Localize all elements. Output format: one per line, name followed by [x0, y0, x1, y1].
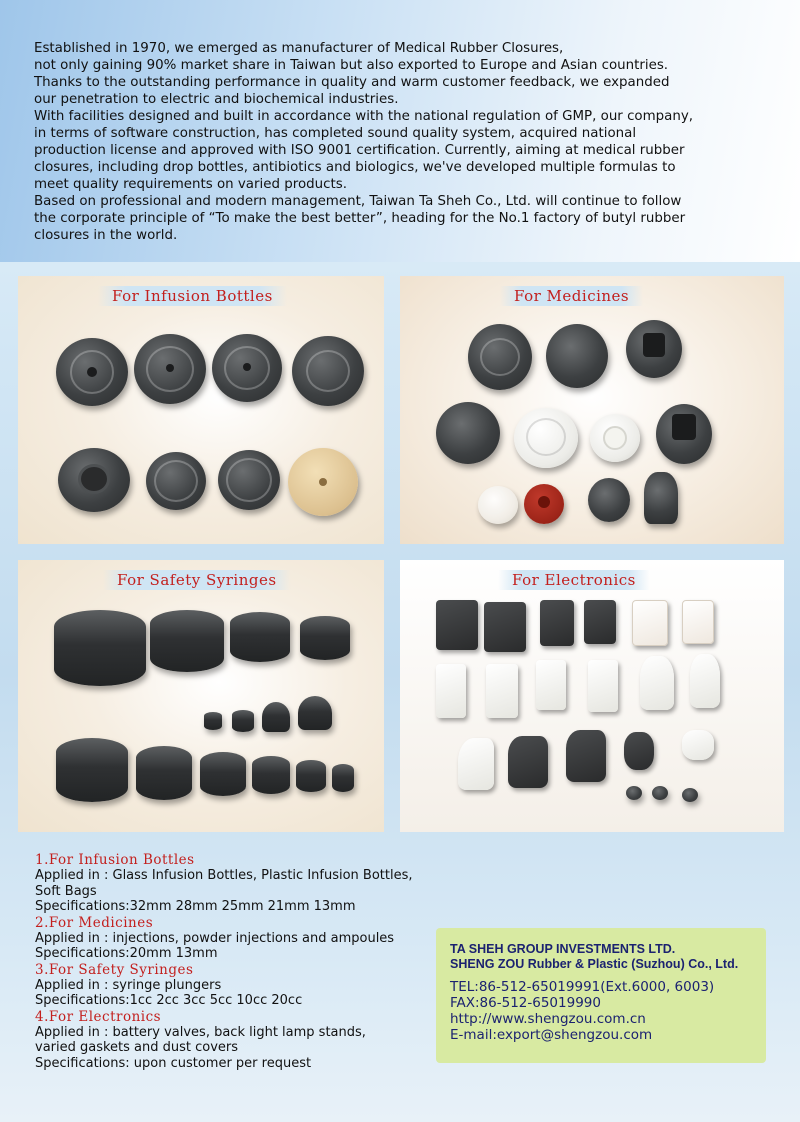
company-name: TA SHEH GROUP INVESTMENTS LTD. [450, 942, 676, 956]
infusion-stopper-image [288, 448, 358, 516]
electronic-part-image [458, 738, 494, 790]
medicine-stopper-image [436, 402, 500, 464]
telephone: TEL:86-512-65019991(Ext.6000, 6003) [450, 979, 715, 995]
electronic-part-image [632, 600, 668, 646]
infusion-stopper-image [56, 338, 128, 406]
medicine-stopper-image [590, 414, 640, 462]
application-heading: 1.For Infusion Bottles [35, 852, 195, 868]
email-link[interactable]: E-mail:export@shengzou.com [450, 1027, 653, 1043]
electronic-part-image [682, 730, 714, 760]
electronic-part-image [540, 600, 574, 646]
syringe-plunger-image [150, 610, 224, 672]
intro-line: not only gaining 90% market share in Taiwan but also exported to Europe and Asian countries. [34, 58, 669, 73]
intro-paragraph [34, 40, 764, 244]
syringe-plunger-image [252, 756, 290, 794]
electronic-part-image [484, 602, 526, 652]
application-line: Specifications:1cc 2cc 3cc 5cc 10cc 20cc [35, 993, 303, 1008]
medicine-stopper-image [644, 472, 678, 524]
safety-syringes-panel [18, 560, 384, 832]
application-line: Specifications:20mm 13mm [35, 946, 218, 961]
medicine-stopper-image [656, 404, 712, 464]
medicines-panel [400, 276, 784, 544]
application-line: Applied in : battery valves, back light lamp stands, [35, 1024, 366, 1040]
syringe-plunger-image [200, 752, 246, 796]
syringe-plunger-image [296, 760, 326, 792]
medicine-stopper-image [524, 484, 564, 524]
intro-line: With facilities designed and built in accordance with the national regulation of GMP, our company, [34, 109, 694, 124]
syringe-plunger-image [56, 738, 128, 802]
fax: FAX:86-512-65019990 [450, 995, 601, 1011]
intro-section [0, 0, 800, 262]
intro-line: our penetration to electric and biochemical industries. [34, 92, 399, 107]
application-heading: 2.For Medicines [35, 914, 154, 931]
electronic-part-image [584, 600, 616, 644]
application-line: Applied in : syringe plungers [35, 977, 222, 993]
intro-line: closures, including drop bottles, antibiotics and biologics, we've developed multiple formulas to [34, 160, 676, 175]
syringe-plunger-image [298, 696, 332, 730]
medicine-stopper-image [514, 408, 578, 468]
applications-list [35, 852, 435, 1071]
electronic-part-image [652, 786, 668, 800]
intro-line: Based on professional and modern management, Taiwan Ta Sheh Co., Ltd. will continue to follow [34, 194, 682, 209]
syringe-plunger-image [136, 746, 192, 800]
infusion-bottles-tag: For Infusion Bottles [98, 286, 287, 306]
intro-line: in terms of software construction, has completed sound quality system, acquired national [34, 126, 637, 141]
intro-line: Thanks to the outstanding performance in quality and warm customer feedback, we expanded [34, 75, 670, 90]
intro-line: meet quality requirements on varied products. [34, 177, 347, 192]
syringe-plunger-image [232, 710, 254, 732]
application-line: Applied in : Glass Infusion Bottles, Plastic Infusion Bottles, Soft Bags [35, 868, 413, 899]
electronic-part-image [682, 788, 698, 802]
intro-line: closures in the world. [34, 228, 178, 243]
application-heading: 4.For Electronics [35, 1008, 162, 1025]
electronic-part-image [626, 786, 642, 800]
application-line: varied gaskets and dust covers [35, 1040, 239, 1055]
infusion-bottles-panel [18, 276, 384, 544]
syringe-plunger-image [262, 702, 290, 732]
infusion-stopper-image [212, 334, 282, 402]
application-line: Specifications: upon customer per request [35, 1055, 312, 1071]
electronics-panel [400, 560, 784, 832]
intro-line: Established in 1970, we emerged as manufacturer of Medical Rubber Closures, [34, 41, 564, 56]
electronic-part-image [682, 600, 714, 644]
syringe-plunger-image [204, 712, 222, 730]
electronic-part-image [624, 732, 654, 770]
application-line: Applied in : injections, powder injections and ampoules [35, 930, 395, 946]
electronic-part-image [566, 730, 606, 782]
electronic-part-image [588, 660, 618, 712]
electronic-part-image [436, 600, 478, 650]
infusion-stopper-image [58, 448, 130, 512]
medicines-tag: For Medicines [500, 286, 643, 306]
application-line: Specifications:32mm 28mm 25mm 21mm 13mm [35, 899, 356, 914]
intro-line: production license and approved with ISO 9001 certification. Currently, aiming at medical rubber [34, 143, 685, 158]
website-link[interactable]: http://www.shengzou.com.cn [450, 1011, 646, 1027]
electronic-part-image [508, 736, 548, 788]
safety-syringes-tag: For Safety Syringes [103, 570, 291, 590]
medicine-stopper-image [546, 324, 608, 388]
electronic-part-image [690, 654, 720, 708]
infusion-stopper-image [146, 452, 206, 510]
syringe-plunger-image [300, 616, 350, 660]
syringe-plunger-image [332, 764, 354, 792]
electronic-part-image [640, 656, 674, 710]
infusion-stopper-image [292, 336, 364, 406]
intro-line: the corporate principle of “To make the best better”, heading for the No.1 factory of butyl rubber [34, 211, 686, 226]
syringe-plunger-image [54, 610, 146, 686]
subsidiary-name: SHENG ZOU Rubber & Plastic (Suzhou) Co., Ltd. [450, 957, 739, 971]
electronic-part-image [436, 664, 466, 718]
application-heading: 3.For Safety Syringes [35, 961, 194, 978]
electronic-part-image [536, 660, 566, 710]
electronics-tag: For Electronics [498, 570, 650, 590]
electronic-part-image [486, 664, 518, 718]
medicine-stopper-image [468, 324, 532, 390]
medicine-stopper-image [588, 478, 630, 522]
infusion-stopper-image [218, 450, 280, 510]
infusion-stopper-image [134, 334, 206, 404]
medicine-stopper-image [478, 486, 518, 524]
contact-box [436, 928, 766, 1063]
medicine-stopper-image [626, 320, 682, 378]
syringe-plunger-image [230, 612, 290, 662]
